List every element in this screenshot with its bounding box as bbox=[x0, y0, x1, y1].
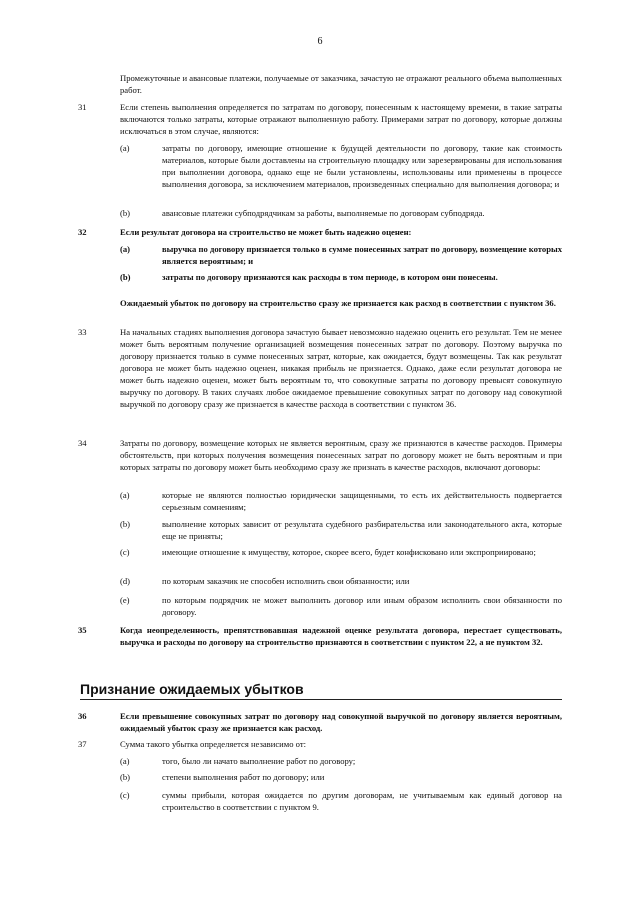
paragraph-34-item-d-label: (d) bbox=[120, 576, 131, 586]
paragraph-34-item-d-text: по которым заказчик не способен исполнить свои обязанности; или bbox=[162, 576, 410, 586]
paragraph-34-text: Затраты по договору, возмещение которых не является вероятным, сразу же признаются в качестве расходов. Примеры обстоятельств, при которых получения возмещения понесенных затрат по договору может не быть вероятным и при которых затраты по договору может быть необходимо сразу же признать в качестве расходов, включают договоры: bbox=[120, 438, 562, 472]
paragraph-31-item-b-text: авансовые платежи субподрядчикам за работы, выполняемые по договорам субподряда. bbox=[162, 208, 485, 218]
paragraph-34-item-b-label: (b) bbox=[120, 519, 131, 529]
paragraph-31-item-a-label: (a) bbox=[120, 143, 130, 153]
paragraph-34-number: 34 bbox=[78, 438, 87, 448]
paragraph-32-tail: Ожидаемый убыток по договору на строительство сразу же признается как расход в соответствии с пунктом 36. bbox=[120, 298, 556, 308]
paragraph-37-number: 37 bbox=[78, 739, 87, 749]
paragraph-33-text: На начальных стадиях выполнения договора зачастую бывает невозможно надежно оценить его результат. Тем не менее может быть вероятным получение организацией возмещения понесенных затрат по договору. Поэтому выручка по договору признается только в сумме понесенных затрат, которые, как ожидается, будут возмещены. Так как результат договора не может быть надежно оценен, никакая прибыль не признается. Однако, даже если результат договора не может быть надежно оценен, может быть вероятным то, что совокупные затраты по договору превысят совокупную выручку по договору. В таких случаях любое ожидаемое превышение совокупных затрат по договору над совокупной выручкой по договору сразу же признается в качестве расхода в соответствии с пунктом 36. bbox=[120, 327, 562, 409]
paragraph-31-item-b-label: (b) bbox=[120, 208, 131, 218]
paragraph-34-item-e-label: (e) bbox=[120, 595, 130, 605]
paragraph-37-text: Сумма такого убытка определяется независимо от: bbox=[120, 739, 306, 749]
paragraph-37-item-c-text: суммы прибыли, которая ожидается по другим договорам, не учитываемым как единый договор на строительство в соответствии с пунктом 9. bbox=[162, 790, 562, 812]
paragraph-37-item-a-text: того, было ли начато выполнение работ по договору; bbox=[162, 756, 356, 766]
page-number: 6 bbox=[317, 36, 323, 47]
paragraph-33-number: 33 bbox=[78, 327, 87, 337]
paragraph-37-item-b-text: степени выполнения работ по договору; или bbox=[162, 772, 325, 782]
paragraph-34-item-e-text: по которым подрядчик не может выполнить договор или иным образом исполнить свои обязанности по договору. bbox=[162, 595, 562, 617]
paragraph-32-item-b-text: затраты по договору признаются как расходы в том периоде, в котором они понесены. bbox=[162, 272, 498, 282]
paragraph-37-item-a-label: (a) bbox=[120, 756, 130, 766]
paragraph-34-item-b-text: выполнение которых зависит от результата судебного разбирательства или законодательного акта, которые еще не приняты; bbox=[162, 519, 562, 541]
paragraph-37-item-c-label: (c) bbox=[120, 790, 130, 800]
paragraph-32-text: Если результат договора на строительство не может быть надежно оценен: bbox=[120, 227, 412, 237]
paragraph-35-text: Когда неопределенность, препятствовавшая надежной оценке результата договора, перестает существовать, выручка и расходы по договору на строительство признаются в соответствии с пунктом 22, а не пунктом 32. bbox=[120, 625, 562, 647]
paragraph-34-item-a-text: которые не являются полностью юридически защищенными, то есть их действительность подвергается серьезным сомнениям; bbox=[162, 490, 562, 512]
paragraph-31-number: 31 bbox=[78, 102, 87, 112]
paragraph-37-item-b-label: (b) bbox=[120, 772, 131, 782]
paragraph-32-number: 32 bbox=[78, 227, 87, 237]
paragraph-36-number: 36 bbox=[78, 711, 87, 721]
paragraph-31-text: Если степень выполнения определяется по затратам по договору, понесенным к настоящему времени, в такие затраты включаются только затраты, которые отражают выполненную работу. Примерами затрат по договору, которые должны исключаться в этом случае, являются: bbox=[120, 102, 562, 136]
paragraph-32-item-b-label: (b) bbox=[120, 272, 131, 282]
paragraph-31-item-a-text: затраты по договору, имеющие отношение к будущей деятельности по договору, такие как стоимость материалов, которые были доставлены на строительную площадку или зарезервированы для использования при выполнении договора, однако еще не были установлены, использованы или применены в процессе выполнения договора, за исключением материалов, произведенных специально для выполнения договора; и bbox=[162, 143, 562, 189]
paragraph-34-item-c-label: (c) bbox=[120, 547, 130, 557]
intro-continuation: Промежуточные и авансовые платежи, получаемые от заказчика, зачастую не отражают реального объема выполненных работ. bbox=[120, 73, 562, 95]
paragraph-34-item-c-text: имеющие отношение к имуществу, которое, скорее всего, будет конфисковано или экспроприировано; bbox=[162, 547, 536, 557]
paragraph-32-item-a-text: выручка по договору признается только в сумме понесенных затрат по договору, возмещение которых является вероятным; и bbox=[162, 244, 562, 266]
section-heading: Признание ожидаемых убытков bbox=[80, 681, 562, 700]
paragraph-35-number: 35 bbox=[78, 625, 87, 635]
paragraph-36-text: Если превышение совокупных затрат по договору над совокупной выручкой по договору является вероятным, ожидаемый убыток сразу же признается как расход. bbox=[120, 711, 562, 733]
paragraph-32-item-a-label: (a) bbox=[120, 244, 131, 254]
paragraph-34-item-a-label: (a) bbox=[120, 490, 130, 500]
